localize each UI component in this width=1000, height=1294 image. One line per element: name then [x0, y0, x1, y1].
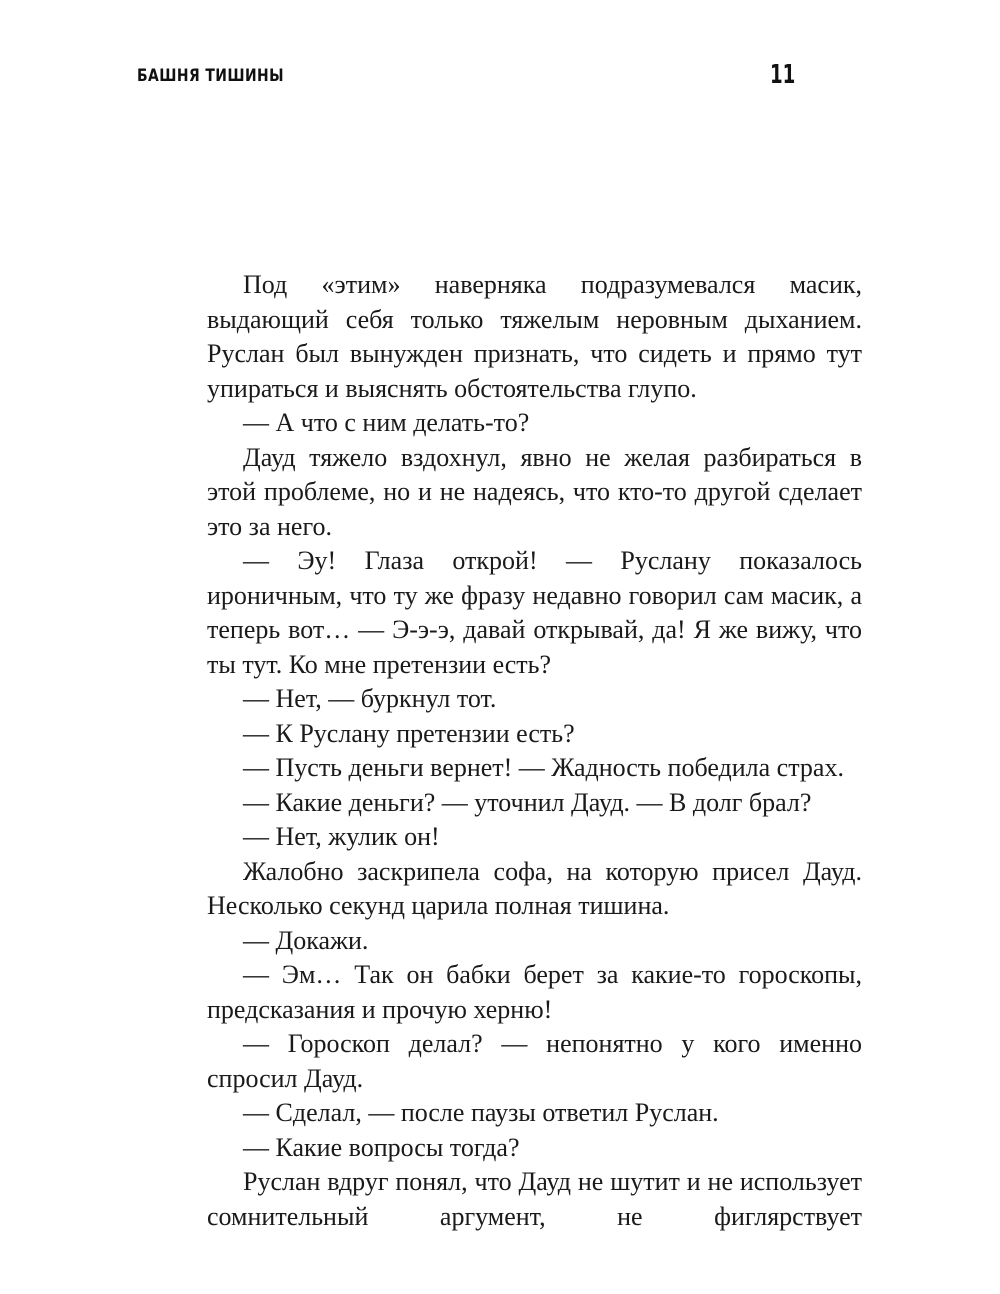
paragraph: — Гороскоп делал? — непонятно у кого именно спросил Дауд. [207, 1029, 862, 1093]
page-number: 11 [770, 60, 796, 90]
paragraph: — Сделал, — после паузы ответил Руслан. [243, 1098, 719, 1127]
paragraph: Под «этим» наверняка подразумевался масик, выдающий себя только тяжелым неровным дыханием. Руслан был вынужден признать, что сидеть и прямо тут упираться и выяснять обстоятельства глупо. [207, 270, 862, 403]
paragraph: — Пусть деньги вернет! — Жадность победила страх. [243, 753, 844, 782]
paragraph: — Эу! Глаза открой! — Руслану показалось ироничным, что ту же фразу недавно говорил сам масик, а теперь вот… — Э-э-э, давай открывай, да! Я же вижу, что ты тут. Ко мне претензии есть? [207, 546, 862, 679]
running-head-title: БАШНЯ ТИШИНЫ [137, 66, 284, 86]
paragraph: — Нет, — буркнул тот. [243, 684, 497, 713]
paragraph: — К Руслану претензии есть? [243, 718, 575, 748]
paragraph: — Эм… Так он бабки берет за какие-то гороскопы, предсказания и прочую херню! [207, 960, 862, 1024]
paragraph: Руслан вдруг понял, что Дауд не шутит и не использует сомнительный аргумент, не фиглярствует [207, 1167, 862, 1231]
body-text [207, 268, 862, 1234]
paragraph: — А что с ним делать-то? [243, 408, 530, 437]
paragraph: Дауд тяжело вздохнул, явно не желая разбираться в этой проблеме, но и не надеясь, что кто-то другой сделает это за него. [207, 442, 862, 541]
paragraph: — Нет, жулик он! [243, 822, 440, 851]
paragraph: — Докажи. [243, 925, 369, 955]
paragraph: — Какие деньги? — уточнил Дауд. — В долг брал? [243, 787, 812, 817]
paragraph: Жалобно заскрипела софа, на которую присел Дауд. Несколько секунд царила полная тишина. [207, 856, 862, 920]
paragraph: — Какие вопросы тогда? [243, 1132, 520, 1162]
